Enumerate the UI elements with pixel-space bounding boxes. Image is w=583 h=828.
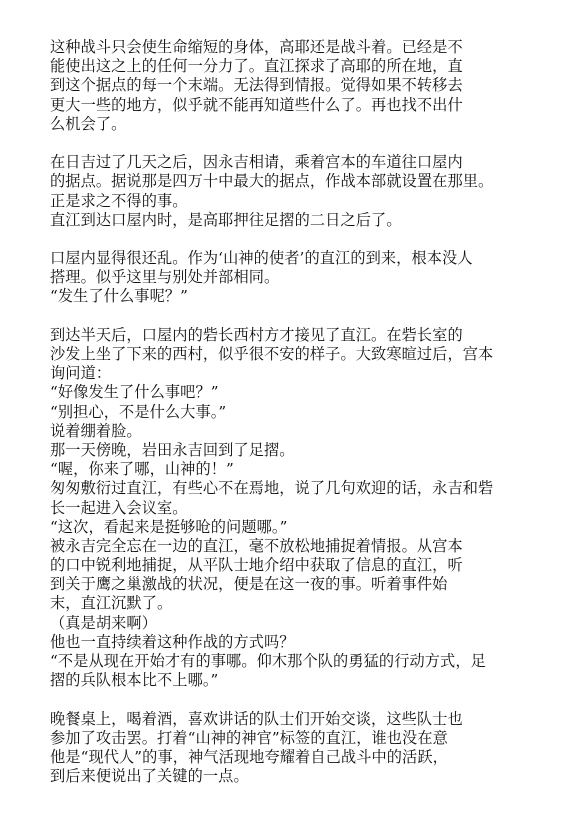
text-line: 到关于鹰之巢激战的状况，便是在这一夜的事。听着事件始: [50, 575, 448, 594]
text-line: 摺的兵队根本比不上哪。”: [50, 671, 219, 690]
text-line: 他也一直持续着这种作战的方式吗？: [50, 632, 295, 651]
text-line: 那一天傍晚，岩田永吉回到了足摺。: [50, 440, 295, 459]
text-line: 在日吉过了几天之后，因永吉相请，乘着宫本的车道往口屋内: [50, 153, 463, 172]
text-line: “发生了什么事呢？”: [50, 287, 189, 306]
text-line: （真是胡来啊）: [50, 613, 158, 632]
paragraph-gap: [50, 134, 570, 153]
text-line: 直江到达口屋内时，是高耶押往足摺的二日之后了。: [50, 210, 402, 229]
paragraph-gap: [50, 307, 570, 326]
paragraph-3: [50, 249, 570, 307]
paragraph-2: [50, 153, 570, 230]
text-line: 沙发上坐了下来的西村，似乎很不安的样子。大致寒暄过后，宫本: [50, 345, 494, 363]
text-line: 能使出这之上的任何一分力了。直江探求了高耶的所在地，直: [50, 57, 463, 76]
text-line: 到后来便说出了关键的一点。: [50, 767, 249, 786]
text-line: 到这个据点的每一个末端。无法得到情报。觉得如果不转移去: [50, 76, 463, 95]
text-line: 匆匆敷衍过直江，有些心不在焉地，说了几句欢迎的话，永吉和砦: [50, 479, 494, 498]
paragraph-gap: [50, 690, 570, 709]
text-line: 到达半天后，口屋内的砦长西村方才接见了直江。在砦长室的: [50, 325, 463, 344]
text-line: 末，直江沉默了。: [50, 594, 173, 613]
text-line: 他是“现代人”的事，神气活现地夸耀着自己战斗中的活跃，: [50, 747, 448, 766]
paragraph-4: [50, 326, 570, 691]
text-line: 么机会了。: [50, 114, 127, 133]
text-line: 正是求之不得的事。: [50, 191, 188, 210]
document-page: [50, 38, 570, 786]
paragraph-gap: [50, 230, 570, 249]
text-line: 的据点。据说那是四万十中最大的据点，作战本部就设置在那里。: [50, 172, 494, 191]
text-line: 口屋内显得很还乱。作为‘山神的使者’的直江的到来，根本没人: [50, 249, 473, 268]
text-line: “好像发生了什么事吧？”: [50, 383, 219, 402]
paragraph-5: [50, 710, 570, 787]
text-line: “喔，你来了哪，山神的！”: [50, 460, 234, 479]
text-line: 更大一些的地方，似乎就不能再知道些什么了。再也找不出什: [50, 95, 463, 114]
text-line: 长一起进入会议室。: [50, 498, 188, 517]
text-line: 询问道：: [50, 364, 112, 383]
text-line: “这次，看起来是挺够呛的问题哪。”: [50, 517, 288, 536]
paragraph-1: [50, 38, 570, 134]
text-line: 的口中锐利地捕捉，从平队士地介绍中获取了信息的直江，听: [50, 556, 463, 575]
text-line: “别担心，不是什么大事。”: [50, 402, 227, 421]
text-line: 晚餐桌上，喝着酒，喜欢讲话的队士们开始交谈，这些队士也: [50, 709, 463, 728]
text-line: 参加了攻击罢。打着“山神的神官”标签的直江，谁也没在意: [50, 728, 448, 747]
text-line: 这种战斗只会使生命缩短的身体，高耶还是战斗着。已经是不: [50, 38, 463, 56]
text-line: 搭理。似乎这里与别处并部相同。: [50, 268, 280, 287]
text-line: 说着绷着脸。: [50, 421, 142, 440]
text-line: 被永吉完全忘在一边的直江，毫不放松地捕捉着情报。从宫本: [50, 536, 463, 555]
text-line: “不是从现在开始才有的事哪。仰木那个队的勇猛的行动方式，足: [50, 652, 486, 670]
